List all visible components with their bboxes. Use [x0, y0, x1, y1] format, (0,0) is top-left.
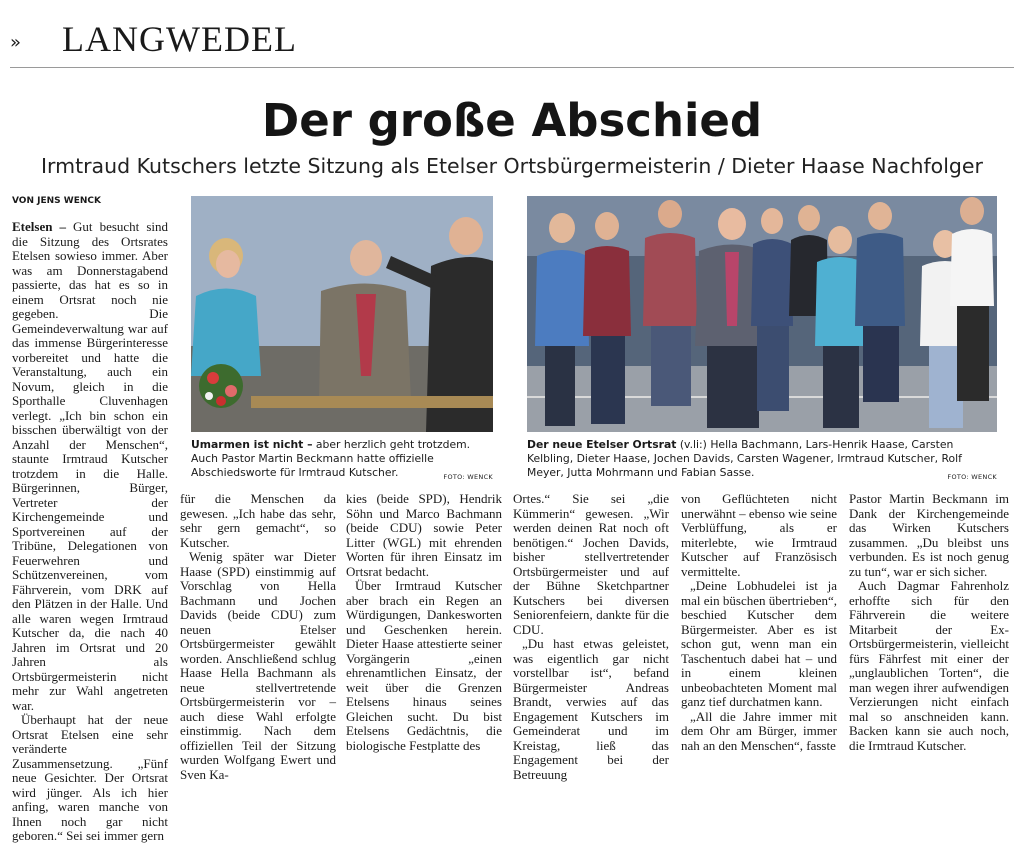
- article-column-2: [180, 491, 336, 782]
- paragraph: Über Irmtraud Kutscher aber brach ein Regen an Würdigungen, Dankesworten und Geschenken herein. Dieter Haase attestierte seiner Vorgängerin „einen ehrenamtlichen Einsatz, der weit über die Grenzen Etelsens hinaus seines Gleichen sucht. Du bist Etelsens Gedächtnis, die biologische Festplatte des: [346, 578, 502, 753]
- section-marker: »: [10, 32, 22, 53]
- headline: Der große Abschied: [261, 94, 763, 147]
- paragraph: Auch Dagmar Fahrenholz erhoffte sich für den Fährverein die weitere Mitarbeit der Ex-Ortsbürgermeisterin, vielleicht fürs Fährfest mit einer der „unglaublichen Torten“, die man wegen ihrer aufwendigen Verzierungen nicht einfach mal so anschneiden kann. Backen kann sie auch noch, die Irmtraud Kutscher.: [849, 578, 1009, 753]
- section-header: [10, 12, 1014, 68]
- caption-text: (v.li:) Hella Bachmann, Lars-Henrik Haase, Carsten Kelbling, Dieter Haase, Jochen Davids, Carsten Wagener, Irmtraud Kutscher, Rolf Meyer, Jutta Mohrmann und Fabian Sasse.: [527, 438, 962, 479]
- paragraph: Wenig später war Dieter Haase (SPD) einstimmig auf Vorschlag von Hella Bachmann und Jochen Davids (beide CDU) zum neuen Etelser Ortsbürgermeister gewählt worden. Anschließend schlug Haase Hella Bachmann als neue stellvertretende Ortsbürgermeisterin vor – auch diese Wahl erfolgte einstimmig. Nach dem offiziellen Teil der Sitzung wurden Wolfgang Ewert und Sven Ka-: [180, 549, 336, 782]
- article-column-5: [681, 491, 837, 753]
- dateline: Etelsen –: [12, 219, 66, 234]
- paragraph: „All die Jahre immer mit dem Ohr am Bürger, immer nah an den Menschen“, fasste: [681, 708, 837, 753]
- photo-farewell-image: [191, 196, 493, 432]
- paragraph: kies (beide SPD), Hendrik Söhn und Marco Bachmann (beide CDU) sowie Peter Litter (WGL) mit ehrenden Worten für ihren Einsatz im Ortsrat bedacht.: [346, 491, 502, 579]
- section-name: LANGWEDEL: [62, 19, 297, 59]
- paragraph: [12, 713, 168, 844]
- paragraph: Pastor Martin Beckmann im Dank der Kirchengemeinde das Wirken Kutschers zusammen. „Du bleibst uns verbunden. Es ist noch genug zu tun“, war er sich sicher.: [849, 491, 1009, 579]
- article-column-1: [12, 219, 168, 843]
- photo-council-image: [527, 196, 997, 432]
- photo-farewell-hug: [191, 196, 493, 432]
- caption-text: aber herzlich geht trotzdem. Auch Pastor Martin Beckmann hatte offizielle Abschiedsworte für Irmtraud Kutscher.: [191, 438, 471, 479]
- photo1-caption: [191, 438, 493, 484]
- photo-credit: FOTO: WENCK: [947, 473, 997, 481]
- paragraph: von Geflüchteten nicht unerwähnt – ebenso wie seine Verblüffung, als er miterlebte, wie Irmtraud Kutscher auf Französisch vermittelte.: [681, 491, 837, 579]
- paragraph-text: Gut besucht sind die Sitzung des Ortsrates Etelsen sowieso immer. Aber was am Donnerstagabend passierte, das hat es so in einem Ortsrat noch nie gegeben. Die Gemeindeverwaltung war auf das immense Bürgerinteresse vorbereitet und hatte die Veranstaltung, auch ein Novum, gleich in die Sporthalle Cluvenhagen verlegt. „Ich bin schon ein bisschen überwältigt von der Anzahl der Menschen“, staunte Irmtraud Kutscher trotzdem in die Halle. Bürgerinnen, Bürger, Vertreter der Kirchengemeinde und Sportvereinen auf der Tribüne, Delegationen von Feuerwehren und Schützenvereinen, vom Fährverein, vom DRK auf den Plätzen in der Halle. Und alle waren wegen Irmtraud Kutscher da, die nach 40 Jahren im Ortsrat und 20 Jahren als Ortsbürgermeisterin nicht mehr zur Wahl angetreten war.: [12, 219, 168, 713]
- paragraph: Ortes.“ Sie sei „die Kümmerin“ gewesen. „Wir werden deinen Rat noch oft benötigen.“ Jochen Davids, bisher stellvertretender Ortsbürgermeister und auf der Bühne Sketchpartner Kutschers bei diversen Seniorenfeiern, dankte für die CDU.: [513, 491, 669, 637]
- photo-credit: FOTO: WENCK: [443, 473, 493, 481]
- subheadline: Irmtraud Kutschers letzte Sitzung als Etelser Ortsbürgermeisterin / Dieter Haase Nachfolger: [41, 154, 983, 178]
- article-column-6: [849, 491, 1009, 753]
- paragraph: „Deine Lobhudelei ist ja mal ein büschen übertrieben“, beschied Kutscher dem Bürgermeister. Aber es ist schon gut, wenn man ein Taschentuch dabei hat – und in einem kleinen unbeobachteten Moment mal ganz tief durchatmen kann.: [681, 578, 837, 709]
- photo-new-council: [527, 196, 997, 432]
- byline: VON JENS WENCK: [12, 196, 101, 206]
- photo2-caption: [527, 438, 997, 484]
- paragraph-text: Überhaupt hat der neue Ortsrat Etelsen eine sehr veränderte Zusammensetzung. „Fünf neue Gesichter. Der Ortsrat wird jünger. Als ich hier anfing, waren manche von Ihnen noch gar nicht geboren.“ Sei sei immer gern: [12, 712, 168, 843]
- article-column-3: [346, 491, 502, 753]
- paragraph: „Du hast etwas geleistet, was eigentlich gar nicht vorstellbar ist“, befand Bürgermeister Andreas Brandt, verwies auf das Engagement Kutschers im Gemeinderat und im Kreistag, ließ das Engagement bei der Betreuung: [513, 636, 669, 782]
- article-column-4: [513, 491, 669, 782]
- paragraph: [12, 220, 168, 713]
- paragraph: für die Menschen da gewesen. „Ich habe das sehr, sehr gern gemacht“, so Kutscher.: [180, 491, 336, 550]
- caption-lead: Der neue Etelser Ortsrat: [527, 438, 677, 451]
- caption-lead: Umarmen ist nicht –: [191, 438, 313, 451]
